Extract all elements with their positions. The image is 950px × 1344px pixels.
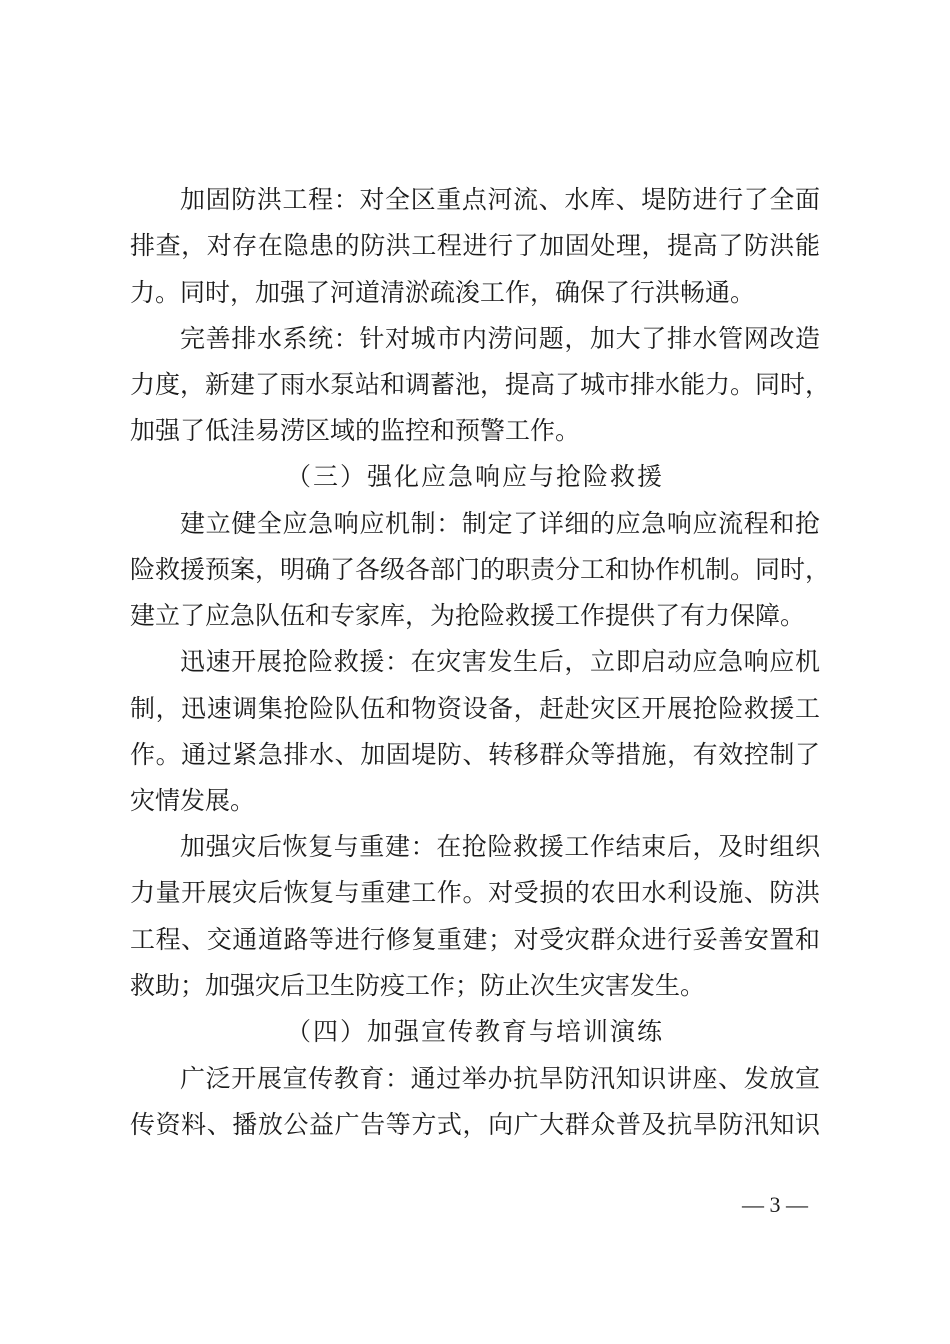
paragraph-line: 加固防洪工程：对全区重点河流、水库、堤防进行了全面 — [180, 185, 820, 214]
paragraph-line: 制，迅速调集抢险队伍和物资设备，赶赴灾区开展抢险救援工 — [130, 694, 820, 723]
page-number: — 3 — — [742, 1192, 808, 1217]
section-heading — [130, 454, 820, 500]
paragraph-line: 力量开展灾后恢复与重建工作。对受损的农田水利设施、防洪 — [130, 878, 820, 907]
paragraph-line: 工程、交通道路等进行修复重建；对受灾群众进行妥善安置和 — [130, 925, 820, 954]
paragraph-line: 险救援预案，明确了各级各部门的职责分工和协作机制。同时， — [130, 555, 831, 584]
paragraph-line: 灾情发展。 — [130, 786, 256, 815]
paragraph-line: 传资料、播放公益广告等方式，向广大群众普及抗旱防汛知识 — [130, 1110, 820, 1139]
paragraph-line: 力度，新建了雨水泵站和调蓄池，提高了城市排水能力。同时， — [130, 370, 831, 399]
paragraph-line: 建立了应急队伍和专家库，为抢险救援工作提供了有力保障。 — [130, 601, 806, 630]
paragraph-line: 加强灾后恢复与重建：在抢险救援工作结束后，及时组织 — [180, 832, 820, 861]
section-heading-text: （三）强化应急响应与抢险救援 — [285, 462, 664, 491]
paragraph-line: 迅速开展抢险救援：在灾害发生后，立即启动应急响应机 — [180, 647, 820, 676]
paragraph-line: 完善排水系统：针对城市内涝问题，加大了排水管网改造 — [180, 324, 820, 353]
paragraph-line: 建立健全应急响应机制：制定了详细的应急响应流程和抢 — [180, 509, 820, 538]
paragraph-line: 力。同时，加强了河道清淤疏浚工作，确保了行洪畅通。 — [130, 278, 756, 307]
paragraph-line: 广泛开展宣传教育：通过举办抗旱防汛知识讲座、发放宣 — [180, 1064, 820, 1093]
paragraph-line: 加强了低洼易涝区域的监控和预警工作。 — [130, 416, 581, 445]
section-heading-text: （四）加强宣传教育与培训演练 — [285, 1017, 664, 1046]
paragraph-line: 救助；加强灾后卫生防疫工作；防止次生灾害发生。 — [130, 971, 706, 1000]
section-heading — [130, 1009, 820, 1055]
paragraph-line: 排查，对存在隐患的防洪工程进行了加固处理，提高了防洪能 — [130, 231, 820, 260]
paragraph-line: 作。通过紧急排水、加固堤防、转移群众等措施，有效控制了 — [130, 740, 820, 769]
